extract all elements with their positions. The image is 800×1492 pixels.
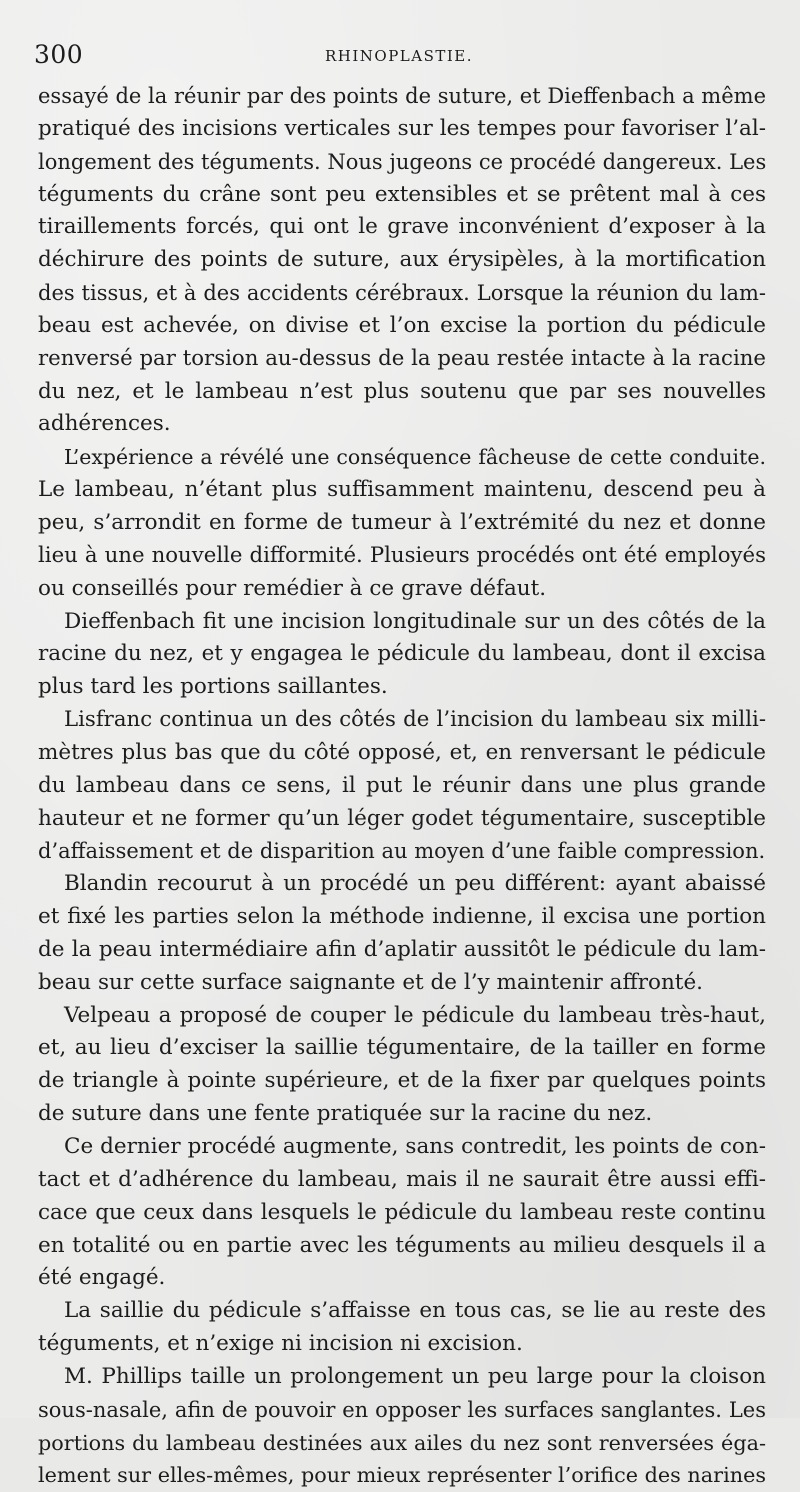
text-line: essayé de la réunir par des points de suture, et Dieffenbach a même <box>38 84 766 108</box>
text-line: mètres plus bas que du côté opposé, et, en renversant le pédicule <box>38 739 766 765</box>
text-line: plus tard les portions saillantes. <box>38 674 388 700</box>
running-head: RHINOPLASTIE. <box>324 47 474 65</box>
text-line: peu, s’arrondit en forme de tumeur à l’extrémité du nez et donne <box>38 509 766 535</box>
text-line: ou conseillés pour remédier à ce grave défaut. <box>38 575 547 601</box>
text-line: hauteur et ne former qu’un léger godet tégumentaire, susceptible <box>38 805 766 831</box>
body-text <box>38 80 766 1492</box>
text-line: du nez, et le lambeau n’est plus soutenu que par ses nouvelles <box>38 378 766 404</box>
text-line: et fixé les parties selon la méthode indienne, il excisa une portion <box>38 904 766 930</box>
text-line: d’affaissement et de disparition au moyen d’une faible compression. <box>38 839 766 864</box>
text-line: déchirure des points de suture, aux érysipèles, à la mortification <box>38 247 766 273</box>
text-line: du lambeau dans ce sens, il put le réunir dans une plus grande <box>38 772 766 798</box>
text-line: sous-nasale, afin de pouvoir en opposer les surfaces sanglantes. Les <box>38 1397 766 1422</box>
text-line: de triangle à pointe supérieure, et de la fixer par quelques points <box>38 1068 766 1094</box>
text-line: Lisfranc continua un des côtés de l’incision du lambeau six milli- <box>64 707 766 733</box>
text-line: Dieffenbach fit une incision longitudinale sur un des côtés de la <box>64 608 766 634</box>
text-line: cace que ceux dans lesquels le pédicule du lambeau reste continu <box>38 1199 766 1225</box>
text-line: tact et d’adhérence du lambeau, mais il ne saurait être aussi effi- <box>38 1166 766 1192</box>
text-line: en totalité ou en partie avec les téguments au milieu desquels il a <box>38 1232 766 1258</box>
text-line: pratiqué des incisions verticales sur les tempes pour favoriser l’al- <box>38 115 766 141</box>
text-line: beau est achevée, on divise et l’on excise la portion du pédicule <box>38 312 766 338</box>
text-line: L’expérience a révélé une conséquence fâcheuse de cette conduite. <box>64 445 766 470</box>
text-line: des tissus, et à des accidents cérébraux. Lorsque la réunion du lam- <box>38 281 766 306</box>
text-line: lement sur elles-mêmes, pour mieux représenter l’orifice des narines <box>38 1463 766 1488</box>
page-header <box>34 40 764 74</box>
text-line: Blandin recourut à un procédé un peu différent: ayant abaissé <box>64 871 766 897</box>
text-line: été engagé. <box>38 1265 166 1291</box>
text-line: Velpeau a proposé de couper le pédicule du lambeau très-haut, <box>64 1002 766 1028</box>
text-line: de suture dans une fente pratiquée sur la racine du nez. <box>38 1101 653 1127</box>
text-line: portions du lambeau destinées aux ailes du nez sont renversées éga- <box>38 1430 766 1455</box>
text-line: Le lambeau, n’étant plus suffisamment maintenu, descend peu à <box>38 477 766 503</box>
text-line: beau sur cette surface saignante et de l’y maintenir affronté. <box>38 969 704 995</box>
text-line: lieu à une nouvelle difformité. Plusieurs procédés ont été employés <box>38 542 766 568</box>
text-line: téguments, et n’exige ni incision ni excision. <box>38 1331 523 1357</box>
text-line: adhérences. <box>38 411 171 437</box>
text-line: racine du nez, et y engagea le pédicule du lambeau, dont il excisa <box>38 641 766 667</box>
text-line: tiraillements forcés, qui ont le grave inconvénient d’exposer à la <box>38 214 766 240</box>
text-line: renversé par torsion au-dessus de la peau restée intacte à la racine <box>38 345 766 371</box>
page-number: 300 <box>34 40 84 69</box>
text-line: M. Phillips taille un prolongement un peu large pour la cloison <box>64 1363 766 1389</box>
text-line: téguments du crâne sont peu extensibles et se prêtent mal à ces <box>38 181 766 207</box>
text-line: et, au lieu d’exciser la saillie tégumentaire, de la tailler en forme <box>38 1035 766 1061</box>
text-line: Ce dernier procédé augmente, sans contredit, les points de con- <box>64 1134 766 1159</box>
text-line: longement des téguments. Nous jugeons ce procédé dangereux. Les <box>38 149 767 174</box>
text-line: de la peau intermédiaire afin d’aplatir aussitôt le pédicule du lam- <box>38 936 766 962</box>
text-line: La saillie du pédicule s’affaisse en tous cas, se lie au reste des <box>64 1298 766 1324</box>
